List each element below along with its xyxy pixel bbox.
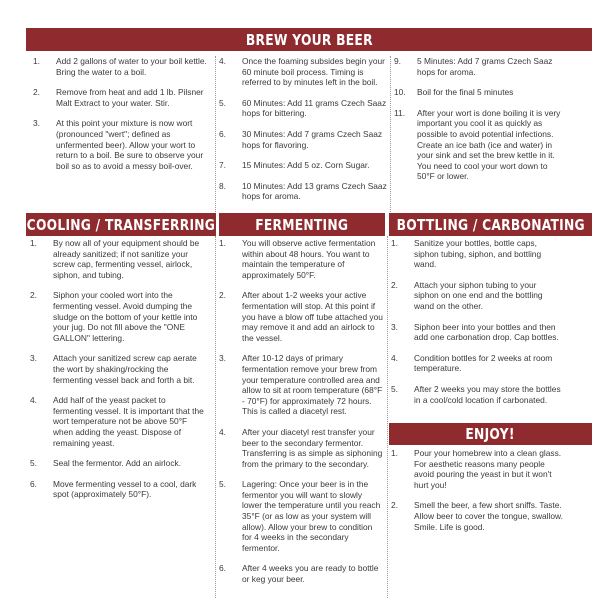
column-divider [387,236,388,598]
list-item [219,98,391,119]
step-number: 5. [219,479,226,490]
bottling-steps-list [391,238,563,405]
brew-steps-list-2 [219,56,391,202]
step-text: Add 2 gallons of water to your boil kettle. Bring the water to a boil. [56,56,207,77]
list-item [391,500,563,532]
list-item [33,118,213,171]
column-divider [215,236,216,598]
step-text: Remove from heat and add 1 lb. Pilsner Malt Extract to your water. Stir. [56,87,204,108]
step-text: Move fermenting vessel to a cool, dark spot (approximately 50°F). [53,478,197,500]
step-number: 3. [219,353,226,364]
step-number: 4. [391,352,398,363]
step-number: 4. [219,56,226,66]
step-number: 6. [30,478,37,489]
step-number: 1. [219,238,226,248]
step-number: 2. [391,279,398,290]
step-number: 4. [30,395,37,406]
step-text: 5 Minutes: Add 7 grams Czech Saaz hops for aroma. [417,56,553,77]
list-item [394,108,564,182]
fermenting-banner [219,213,385,236]
step-number: 6. [219,128,226,139]
step-number: 7. [219,160,226,171]
step-text: Once the foaming subsides begin your 60 minute boil process. Timing is referred to by minutes left in the boil. [242,56,385,88]
list-item [391,280,563,312]
list-item [30,395,206,448]
list-item [391,384,563,405]
list-item [219,290,384,343]
step-text: 60 Minutes: Add 11 grams Czech Saaz hops for bittering. [242,97,387,119]
list-item [391,322,563,343]
step-text: Smell the beer, a few short sniffs. Taste. Allow beer to cover the tongue, swallow. Smile. Life is good. [414,500,563,532]
step-text: 15 Minutes: Add 5 oz. Corn Sugar. [242,160,370,171]
bottling-column [391,238,563,405]
list-item [30,353,206,385]
step-text: At this point your mixture is now wort (pronounced "wert"; defined as unfermented beer). Allow your wort to return to a boil. Be sure to observe your boil so as to avoid a messy boil-over. [56,118,204,171]
step-text: You will observe active fermentation within about 48 hours. You want to maintain the temperature of approximately 50°F. [242,238,376,280]
brew-steps-list-1 [33,56,213,171]
cooling-column [30,238,206,500]
step-number: 10. [394,87,406,98]
list-item [219,160,391,171]
brew-column-2 [219,56,391,202]
list-item [219,56,391,88]
step-number: 2. [391,500,398,511]
step-number: 1. [391,448,398,458]
list-item [394,87,564,98]
brew-column-3 [394,56,564,182]
step-number: 3. [391,321,398,332]
step-number: 2. [33,87,40,98]
step-text: 30 Minutes: Add 7 grams Czech Saaz hops for flavoring. [242,128,383,150]
step-text: Siphon beer into your bottles and then add one carbonation drop. Cap bottles. [414,321,559,343]
step-text: Attach your siphon tubing to your siphon on one end and the bottling wand on the other. [414,279,543,311]
step-number: 5. [30,458,37,469]
list-item [30,479,206,500]
bottling-title: BOTTLING / CARBONATING [396,215,585,234]
step-text: Lagering: Once your beer is in the fermentor you will want to slowly lower the temperature until you reach 35°F (or as low as your system will allow). Allow your brew to condition for 4 weeks in the secondary fermentor. [242,479,381,553]
step-text: By now all of your equipment should be already sanitized; if not sanitize your screw cap, fermenting vessel, airlock, siphon, and tubing. [53,238,200,280]
step-number: 5. [219,97,226,108]
list-item [219,353,384,417]
enjoy-title: ENJOY! [465,425,516,443]
step-text: Attach your sanitized screw cap aerate the wort by shaking/rocking the fermenting vessel back and forth a bit. [53,353,197,385]
column-divider [215,56,216,234]
step-text: After your diacetyl rest transfer your beer to the secondary fermentor. Transferring is as simple as siphoning from the primary to the secondary. [242,426,383,469]
enjoy-banner [389,423,592,445]
step-number: 1. [33,56,40,66]
list-item [30,458,206,469]
step-number: 8. [219,180,226,191]
list-item [219,181,391,202]
list-item [219,129,391,150]
brew-column-1 [33,56,213,171]
cooling-title: COOLING / TRANSFERRING [26,215,216,234]
step-text: 10 Minutes: Add 13 grams Czech Saaz hops for aroma. [242,180,387,202]
fermenting-column [219,238,384,585]
step-text: Seal the fermentor. Add an airlock. [53,458,182,469]
list-item [33,87,213,108]
step-text: Condition bottles for 2 weeks at room temperature. [414,352,553,374]
list-item [391,448,563,490]
step-number: 3. [30,353,37,364]
brew-title: BREW YOUR BEER [245,30,373,49]
list-item [219,427,384,469]
list-item [391,238,563,270]
list-item [219,563,384,584]
step-number: 6. [219,563,226,574]
step-number: 2. [30,290,37,301]
step-number: 11. [394,107,406,118]
step-number: 9. [394,56,401,66]
list-item [33,56,213,77]
brew-steps-list-3 [394,56,564,182]
brew-banner [26,28,592,51]
step-text: Siphon your cooled wort into the fermenting vessel. Avoid dumping the sludge on the bottom of your kettle into your jug. Do not fill above the "ONE GALLON" lettering. [53,290,198,343]
list-item [391,353,563,374]
step-text: Add half of the yeast packet to fermenting vessel. It is important that the wort temperature not be above 50°F when adding the yeast. Dispose of remaining yeast. [53,395,204,448]
step-text: After about 1-2 weeks your active fermentation will stop. At this point if you have a blow off tube attached you may remove it and add an airlock to the vessel. [242,290,383,343]
step-text: Sanitize your bottles, bottle caps, siphon tubing, siphon, and bottling wand. [414,238,542,270]
step-number: 3. [33,118,40,129]
list-item [219,479,384,553]
cooling-steps-list [30,238,206,500]
step-text: Pour your homebrew into a clean glass. For aesthetic reasons many people avoid pouring the yeast in but it won't hurt you! [414,448,562,490]
column-divider [390,56,391,234]
list-item [394,56,564,77]
step-number: 4. [219,426,226,437]
cooling-banner [26,213,216,236]
step-text: After your wort is done boiling it is very important you cool it as quickly as possible to avoid potential infections. Create an ice bath (ice and water) in your sink and set the brew kettle in it. You need to cool your wort down to 50°F or lower. [417,107,561,182]
step-text: Boil for the final 5 minutes [417,87,514,98]
step-text: After 2 weeks you may store the bottles in a cool/cold location if carbonated. [414,383,561,405]
step-number: 1. [30,238,37,248]
fermenting-title: FERMENTING [255,215,349,234]
enjoy-steps-list [391,448,563,532]
bottling-banner [389,213,592,236]
step-text: After 10-12 days of primary fermentation remove your brew from your temperature controlled area and allow to sit at room temperature (68°F - 70°F) for approximately 72 hours. This is called a diacetyl rest. [242,353,383,417]
step-number: 2. [219,290,226,301]
enjoy-column [391,448,563,532]
list-item [30,290,206,343]
step-number: 5. [391,383,398,394]
step-number: 1. [391,238,398,248]
fermenting-steps-list [219,238,384,585]
step-text: After 4 weeks you are ready to bottle or keg your beer. [242,563,379,585]
list-item [219,238,384,280]
list-item [30,238,206,280]
